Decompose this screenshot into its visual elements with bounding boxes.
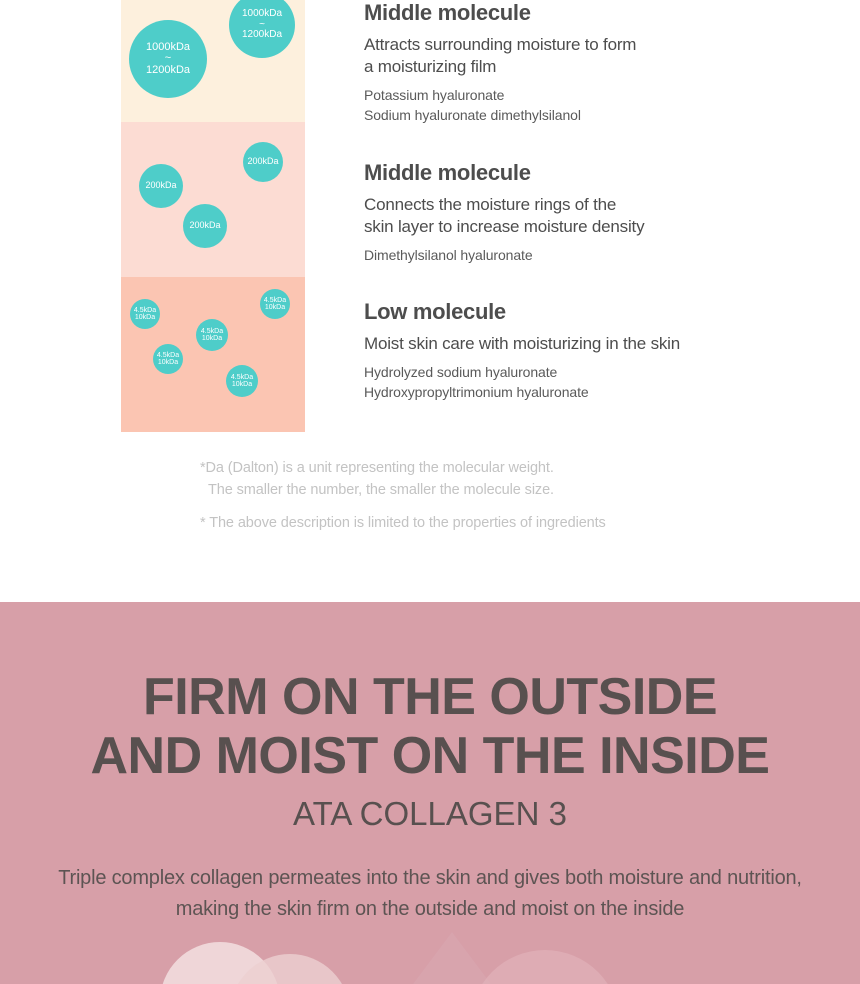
molecule-band-column	[121, 0, 305, 432]
molecule-block	[364, 299, 834, 402]
footnotes	[200, 458, 820, 534]
banner-body-text: Triple complex collagen permeates into the skin and gives both moisture and nutrition, making the skin firm on the outside and moist on the inside	[58, 866, 802, 920]
molecule-band-mid	[121, 122, 305, 277]
molecule-bubble: 4.5kDa 10kDa	[130, 299, 160, 329]
banner-headline	[0, 602, 860, 787]
molecule-ingredients: Hydrolyzed sodium hyaluronate Hydroxypropyltrimonium hyaluronate	[364, 363, 589, 400]
molecule-ingredients: Potassium hyaluronate Sodium hyaluronate dimethylsilanol	[364, 86, 581, 123]
molecule-description: Moist skin care with moisturizing in the skin	[364, 334, 681, 354]
footnote-line-1: *Da (Dalton) is a unit representing the molecular weight.	[200, 460, 554, 476]
molecule-descriptions	[364, 0, 834, 429]
banner-headline-line-1: FIRM ON THE OUTSIDE	[142, 668, 718, 726]
footnote-line-2: The smaller the number, the smaller the molecule size.	[208, 481, 554, 498]
molecule-bubble: 1000kDa ~ 1200kDa	[229, 0, 295, 58]
molecule-ingredients: Dimethylsilanol hyaluronate	[364, 246, 533, 263]
molecule-bubble: 4.5kDa 10kDa	[226, 365, 258, 397]
molecule-bubble: 200kDa	[183, 204, 227, 248]
molecule-title: Middle molecule	[364, 0, 531, 25]
molecule-bubble: 200kDa	[139, 164, 183, 208]
molecule-bubble: 1000kDa ~ 1200kDa	[129, 20, 207, 98]
molecule-description: Connects the moisture rings of the skin layer to increase moisture density	[364, 194, 645, 237]
molecule-block	[364, 0, 834, 126]
footnote-line-3: * The above description is limited to the properties of ingredients	[200, 514, 606, 531]
collagen-banner-section	[0, 602, 860, 984]
banner-subtitle: ATA COLLAGEN 3	[293, 794, 567, 832]
molecule-title: Middle molecule	[364, 159, 531, 185]
decorative-circle-2	[230, 954, 350, 984]
banner-headline-line-2: AND MOIST ON THE INSIDE	[90, 727, 770, 786]
molecule-band-low	[121, 277, 305, 432]
molecule-bubble: 4.5kDa 10kDa	[260, 289, 290, 319]
molecule-description: Attracts surrounding moisture to form a moisturizing film	[364, 35, 637, 77]
decorative-triangle	[392, 932, 512, 984]
molecule-band-large	[121, 0, 305, 122]
molecule-bubble: 4.5kDa 10kDa	[153, 344, 183, 374]
molecule-bubble: 200kDa	[243, 142, 283, 182]
molecule-title: Low molecule	[364, 299, 506, 325]
banner-content	[0, 602, 860, 925]
decorative-circle	[160, 942, 280, 984]
molecule-block	[364, 160, 834, 266]
decorative-arc	[470, 950, 620, 984]
molecule-bubble: 4.5kDa 10kDa	[196, 319, 228, 351]
